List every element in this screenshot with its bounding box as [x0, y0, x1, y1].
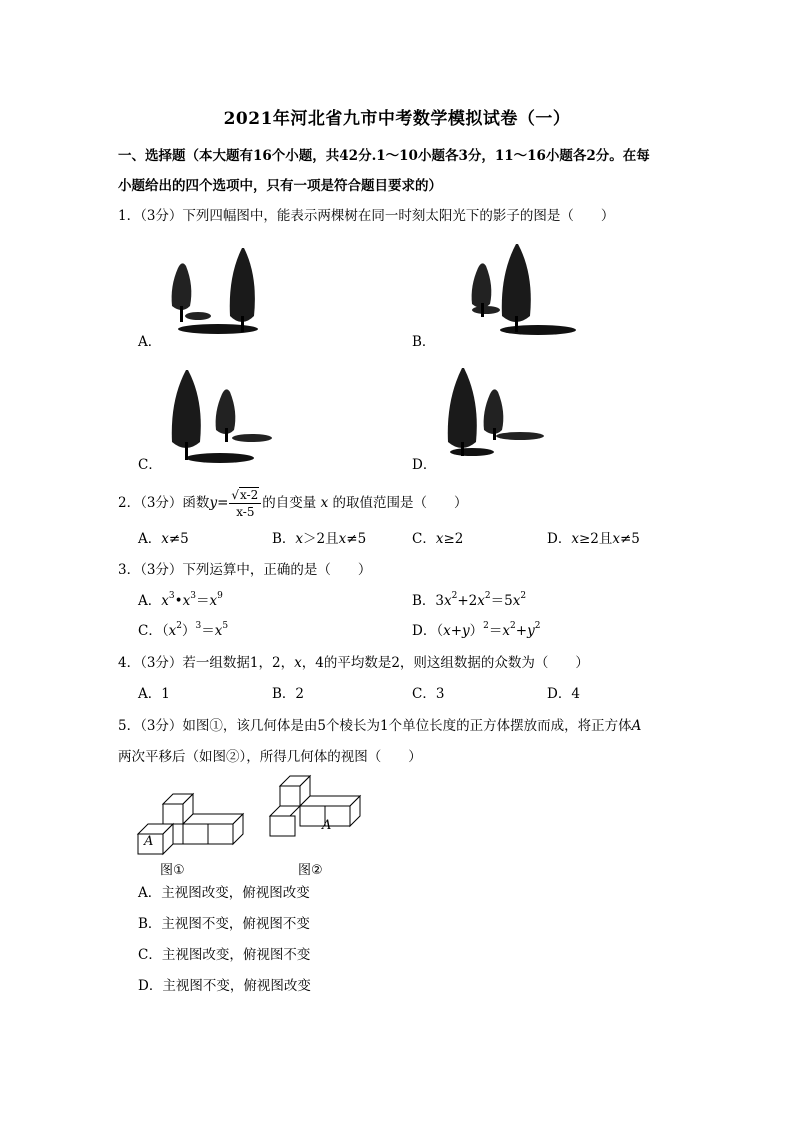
q2-option-c[interactable]: C．x≥2	[412, 531, 464, 547]
q1-option-b[interactable]: B．	[412, 334, 436, 350]
q4-option-d[interactable]: D．4	[547, 686, 580, 702]
page-title: 2021年河北省九市中考数学模拟试卷（一）	[223, 109, 571, 129]
question-4-text: 4．（3分）若一组数据1，2，x，4的平均数是2，则这组数据的众数为（ ）	[118, 655, 589, 671]
q2-option-b[interactable]: B．x＞2且x≠5	[272, 531, 367, 547]
section-heading-line2: 小题给出的四个选项中，只有一项是符合题目要求的）	[118, 178, 442, 194]
q2-eq: =	[217, 495, 229, 511]
q3-option-d[interactable]: D．$(x+y)^2=x^2+y^2$	[412, 621, 541, 639]
q2-option-a[interactable]: A．x≠5	[138, 531, 189, 547]
q5-figure-2	[268, 774, 368, 844]
q5-option-b[interactable]: B．主视图不变，俯视图不变	[138, 916, 310, 932]
sqrt-icon: √	[231, 488, 240, 502]
q2-option-d[interactable]: D．x≥2且x≠5	[547, 531, 640, 547]
q1-figure-d	[440, 366, 570, 466]
q2-var-y: y	[209, 495, 218, 511]
q2-numerator: x-2	[240, 488, 259, 502]
q1-option-d[interactable]: D．	[412, 457, 437, 473]
q5-option-c[interactable]: C．主视图改变，俯视图不变	[138, 947, 311, 963]
q1-figure-c	[162, 366, 292, 466]
q2-fraction	[229, 487, 261, 520]
q1-figure-b	[446, 240, 586, 340]
q5-fig1-label: A	[144, 834, 154, 849]
q1-figure-a	[160, 246, 300, 341]
q2-var-x: x	[320, 495, 329, 511]
question-1-text: 1．（3分）下列四幅图中，能表示两棵树在同一时刻太阳光下的影子的图是（ ）	[118, 208, 615, 224]
question-5-line1: 5．（3分）如图①，该几何体是由5个棱长为1个单位长度的正方体摆放而成，将正方体A	[118, 718, 642, 734]
question-2-text	[118, 486, 688, 520]
q2-denominator: x-5	[236, 505, 255, 519]
q2-suffix-a: 的自变量	[262, 495, 317, 511]
q2-prefix: 2．（3分）函数	[118, 495, 210, 511]
question-5-line2: 两次平移后（如图②），所得几何体的视图（ ）	[118, 749, 422, 765]
q5-fig2-label: A	[322, 818, 332, 833]
q1-option-a[interactable]: A．	[138, 334, 162, 350]
question-3-text: 3．（3分）下列运算中，正确的是（ ）	[118, 562, 372, 578]
q3-option-b[interactable]: B．$3x^2+2x^2=5x^2$	[412, 591, 527, 609]
q1-option-c[interactable]: C．	[138, 457, 162, 473]
q4-option-b[interactable]: B．2	[272, 686, 305, 702]
q5-fig2-caption: 图②	[298, 863, 323, 878]
q4-option-c[interactable]: C．3	[412, 686, 445, 702]
q4-option-a[interactable]: A．1	[138, 686, 170, 702]
q3-option-c[interactable]: C．$(x^2)^3=x^5$	[138, 621, 229, 639]
q3-option-a[interactable]: A．$x^3•x^3=x^9$	[138, 591, 223, 609]
q2-suffix-b: 的取值范围是（ ）	[332, 495, 468, 511]
q5-fig1-caption: 图①	[160, 863, 185, 878]
section-heading-line1: 一、选择题（本大题有16个小题，共42分.1～10小题各3分，11～16小题各2分。在每	[118, 148, 650, 164]
q5-option-d[interactable]: D．主视图不变，俯视图改变	[138, 978, 311, 994]
q5-option-a[interactable]: A．主视图改变，俯视图改变	[138, 885, 310, 901]
